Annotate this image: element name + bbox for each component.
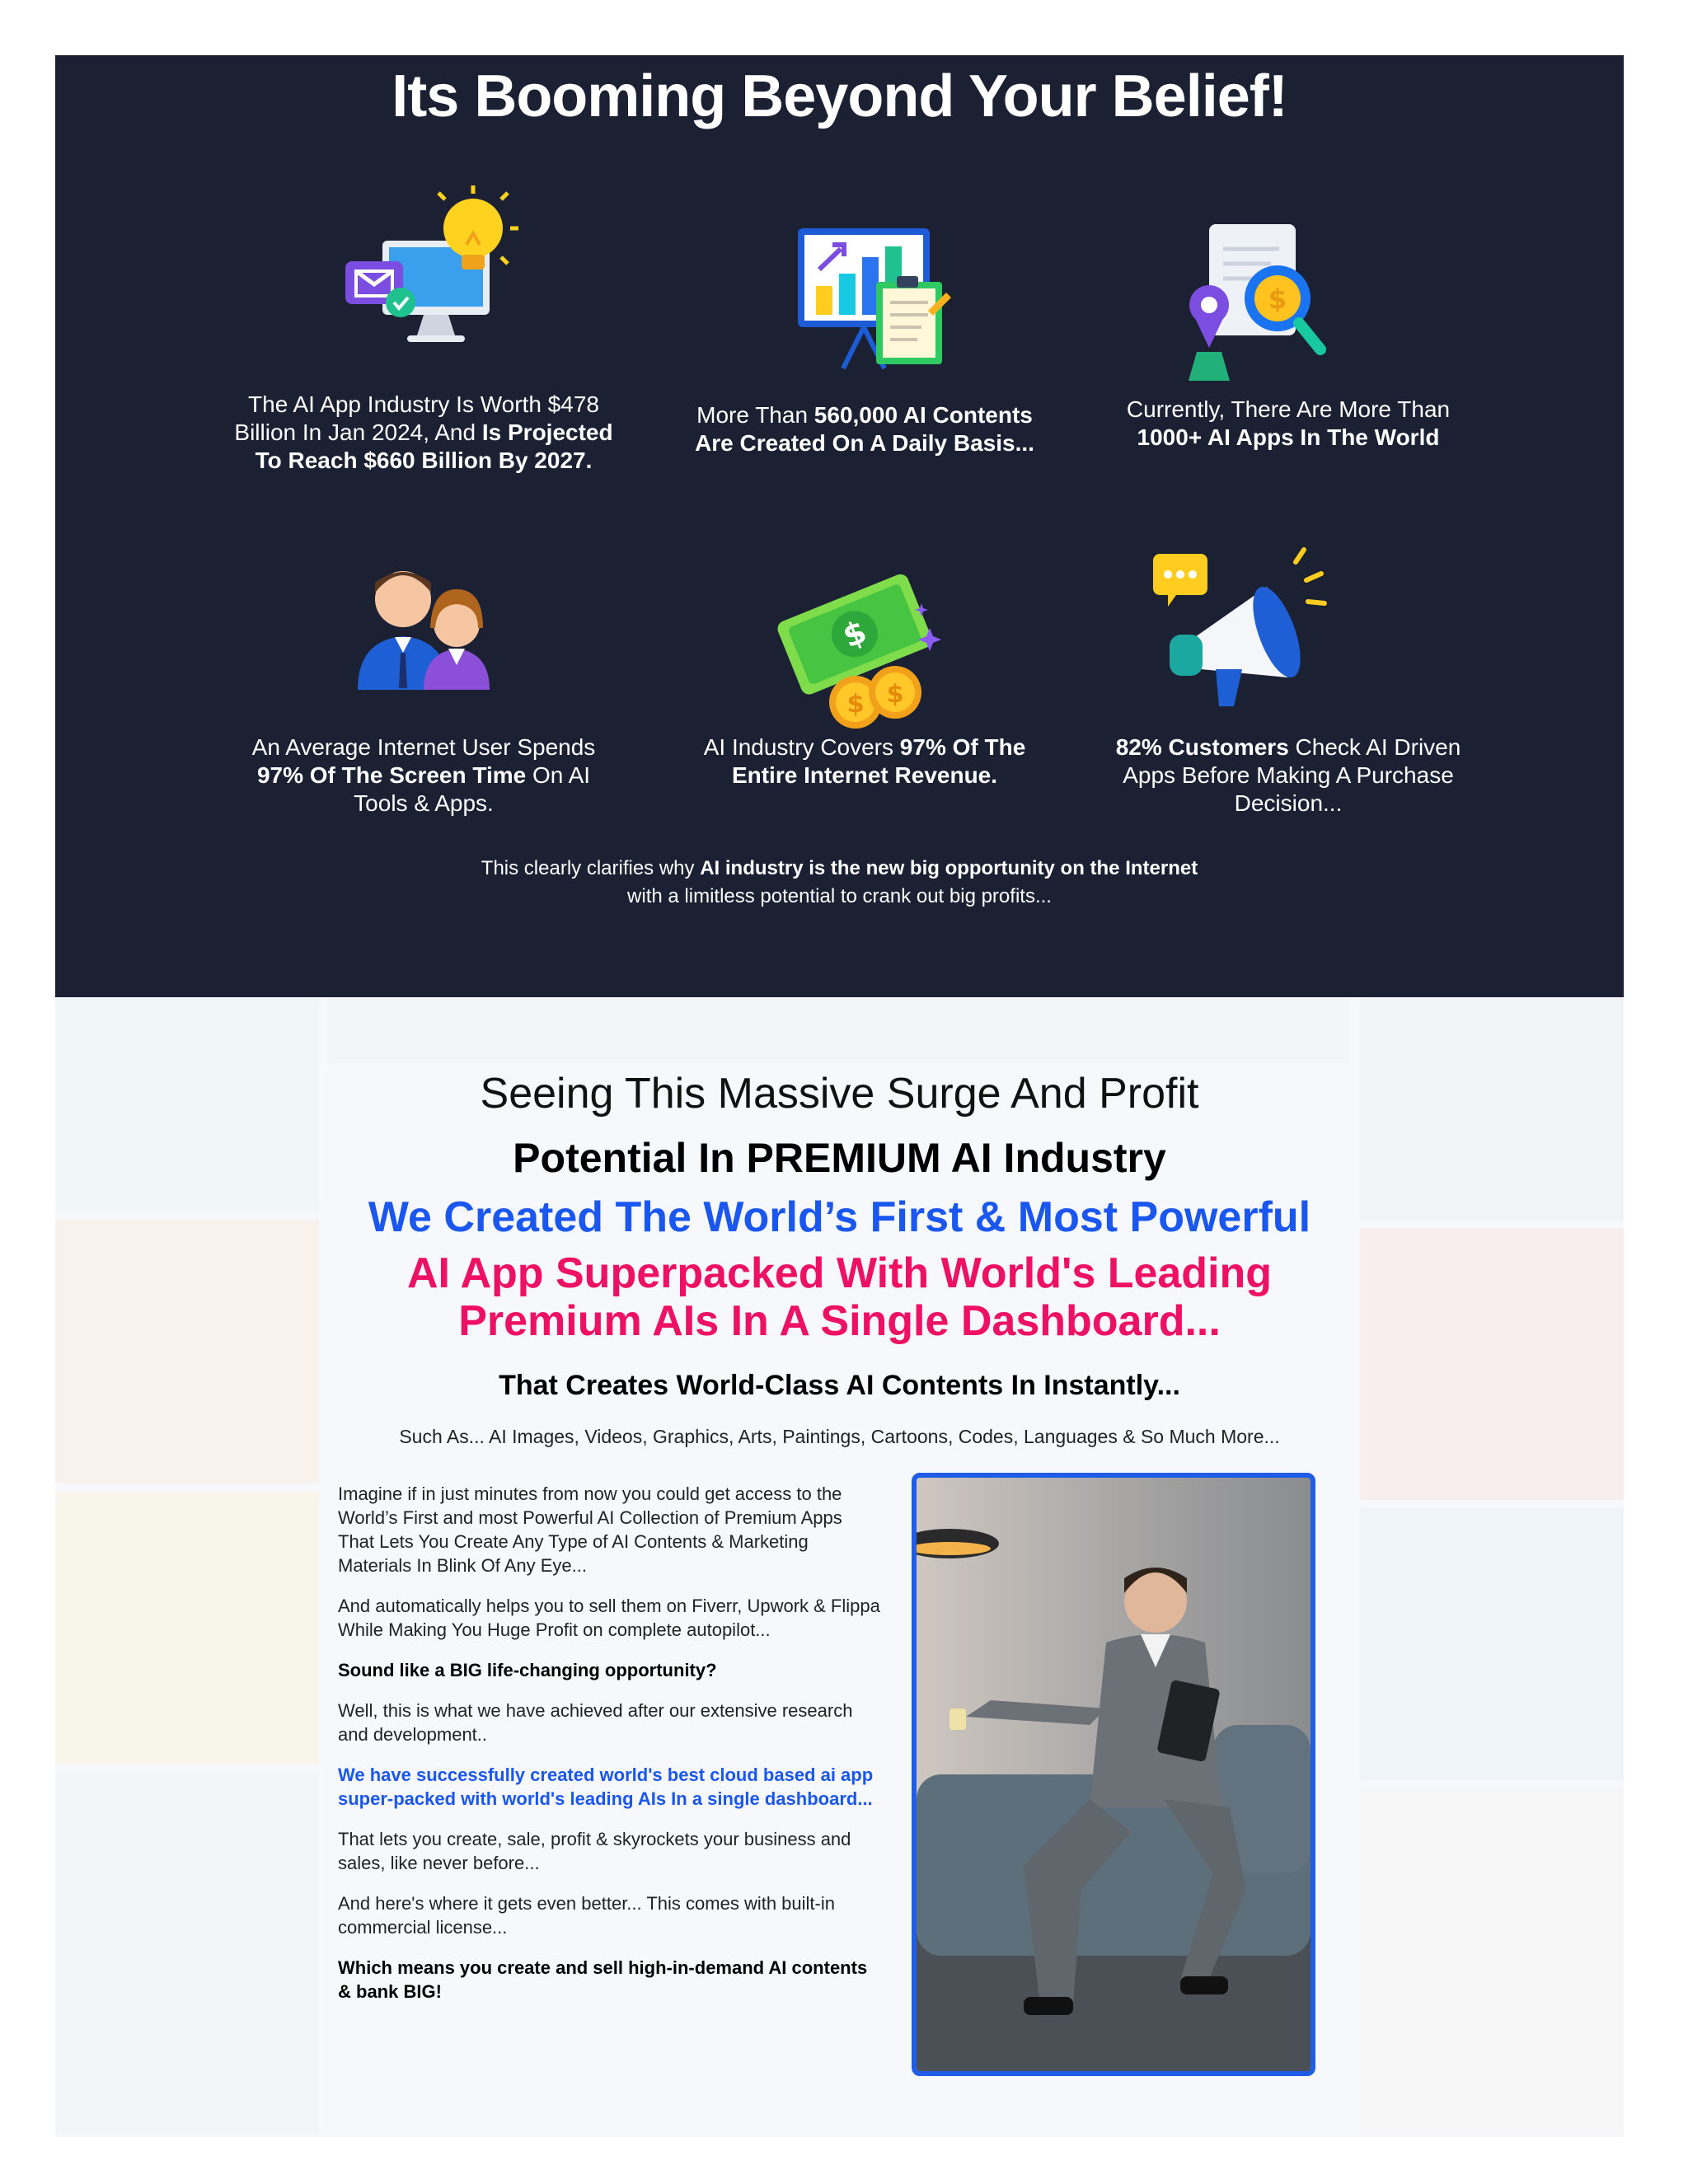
- svg-text:$: $: [1268, 284, 1287, 315]
- megaphone-chat-icon: [1143, 537, 1341, 735]
- heading-light: Seeing This Massive Surge And Profit: [480, 1070, 1199, 1118]
- stat-text-bold: Is Projected To Reach $660 Billion By 2027.: [255, 419, 613, 473]
- subheading: That Creates World-Class AI Contents In Instantly...: [499, 1370, 1180, 1401]
- stat-text-normal: AI Industry Covers: [703, 734, 900, 760]
- stat-text-normal: An Average Internet User Spends: [251, 734, 596, 760]
- summary-bold: AI industry is the new big opportunity on the Internet: [700, 857, 1198, 879]
- intro-paragraph: And automatically helps you to sell them on Fiverr, Upwork & Flippa While Making You Huge Profit on complete autopilot...: [338, 1596, 880, 1640]
- stats-summary: [55, 855, 1624, 911]
- heading-pink: [55, 1249, 1624, 1345]
- svg-text:$: $: [846, 690, 865, 719]
- stat-text-normal: Currently, There Are More Than: [1126, 396, 1451, 422]
- stat-text-bold: 82% Customers: [1115, 734, 1289, 760]
- intro-paragraph: And here's where it gets even better... This comes with built-in commercial license...: [338, 1893, 835, 1938]
- stat-text-bold: 97% Of The Entire Internet Revenue.: [731, 734, 1026, 788]
- stat-text-normal: More Than: [696, 402, 814, 428]
- intro-paragraph: Well, this is what we have achieved after our extensive research and development..: [338, 1700, 853, 1745]
- money-coins-icon: [757, 546, 954, 743]
- heading-pink-line-1: AI App Superpacked With World's Leading: [406, 1249, 1273, 1297]
- stats-section: [55, 55, 1624, 997]
- content-types-text: Such As... AI Images, Videos, Graphics, Arts, Paintings, Cartoons, Codes, Languages & So Much More...: [399, 1426, 1280, 1447]
- users-icon: [325, 550, 523, 748]
- product-intro-section: [55, 997, 1624, 2137]
- heading-pink-line-2: Premium AIs In A Single Dashboard...: [458, 1297, 1221, 1345]
- section-title: Its Booming Beyond Your Belief!: [392, 63, 1287, 129]
- document-location-search-icon: [1147, 208, 1345, 405]
- stat-customers-check: [1099, 733, 1478, 818]
- stat-contents-daily: [675, 401, 1054, 457]
- monitor-lightbulb-icon: [325, 179, 523, 377]
- intro-paragraph: Imagine if in just minutes from now you could get access to the World’s First and most Powerful AI Collection of Premium Apps That Lets You Create Any Type of AI Contents & Marketing Materials In Blink Of Any Eye...: [338, 1483, 842, 1576]
- stat-text-bold: 97% Of The Screen Time: [256, 762, 527, 788]
- presentation-chart-icon: [765, 212, 963, 410]
- stat-text-bold: 1000+ AI Apps In The World: [1137, 424, 1440, 450]
- intro-paragraph-bold: Which means you create and sell high-in-demand AI contents & bank BIG!: [338, 1957, 868, 2002]
- intro-paragraph: That lets you create, sale, profit & skyrockets your business and sales, like never before...: [338, 1829, 851, 1873]
- intro-body: [338, 1482, 882, 2020]
- svg-text:$: $: [837, 612, 872, 655]
- intro-paragraph-highlight: We have successfully created world's best cloud based ai app super-packed with world's leading AIs In a single dashboard...: [338, 1765, 874, 1809]
- intro-paragraph-bold: Sound like a BIG life-changing opportunity?: [338, 1660, 717, 1680]
- svg-text:$: $: [886, 680, 904, 709]
- stat-text-normal: The AI App Industry Is Worth $478 Billion In Jan 2024, And: [234, 391, 599, 445]
- man-with-tablet-photo: [912, 1473, 1315, 2076]
- stat-ai-industry-worth: [234, 391, 613, 475]
- stat-text-bold: 560,000 AI Contents Are Created On A Daily Basis...: [695, 402, 1034, 456]
- heading-blue: We Created The World’s First & Most Powerful: [368, 1193, 1311, 1241]
- stat-ai-apps-count: [1099, 396, 1478, 452]
- summary-text: This clearly clarifies why: [481, 857, 701, 879]
- stat-text-normal: On AI Tools & Apps.: [354, 762, 591, 816]
- stat-internet-revenue: [675, 733, 1054, 790]
- heading-bold: Potential In PREMIUM AI Industry: [513, 1135, 1166, 1181]
- stat-screen-time: [234, 733, 613, 818]
- stat-text-normal: Check AI Driven Apps Before Making A Purchase Decision...: [1123, 734, 1461, 816]
- summary-text: with a limitless potential to crank out big profits...: [627, 885, 1052, 907]
